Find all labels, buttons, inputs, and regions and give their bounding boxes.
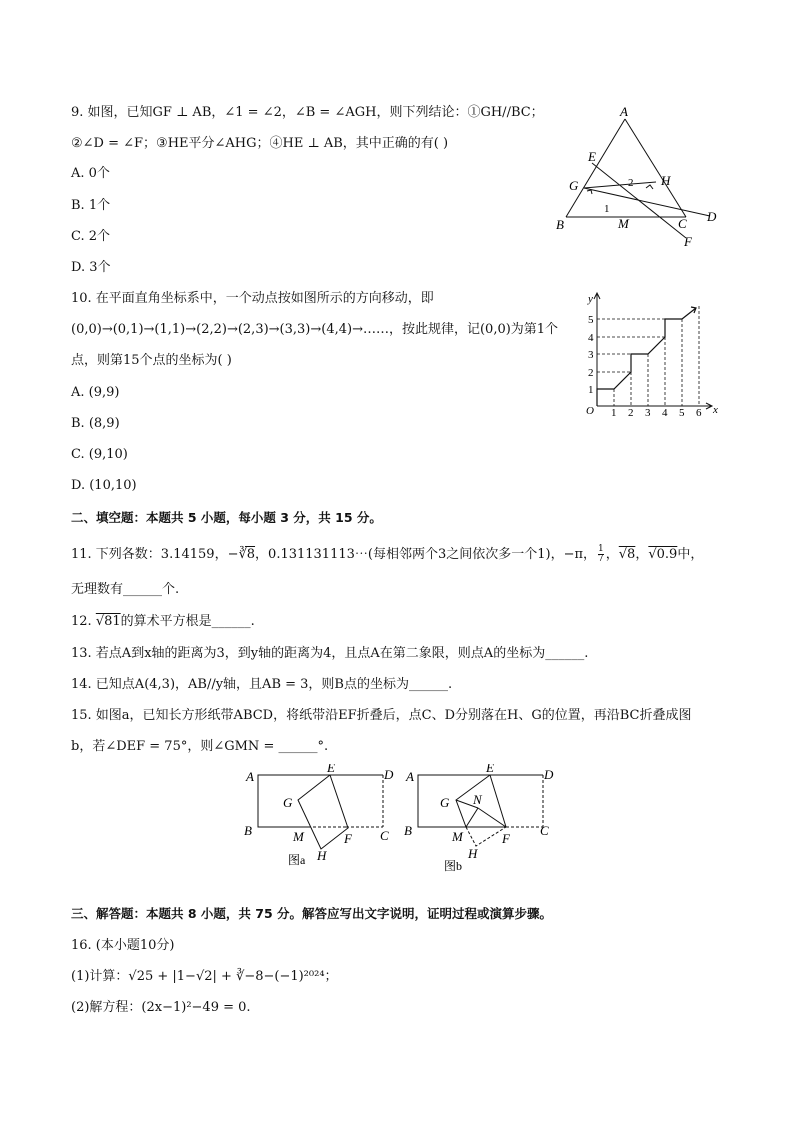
q15b-label-b: B	[404, 823, 412, 838]
q9-label-d: D	[707, 209, 717, 224]
q10-option-c: C. (9,10)	[71, 447, 128, 462]
q10-y-tick-2: 2	[588, 367, 594, 379]
q15b-label-d: D	[544, 767, 554, 782]
q15-line-1: 15. 如图a，已知长方形纸带ABCD，将纸带沿EF折叠后，点C、D分别落在H、G的位置，再沿BC折叠成图	[71, 708, 692, 723]
q15a-label-e: E	[327, 764, 335, 775]
q10-x-tick-6: 6	[696, 407, 702, 416]
q10-line-3: 点，则第15个点的坐标为( )	[71, 353, 232, 368]
q15a-label-d: D	[384, 767, 394, 782]
q11-text-d: ，	[635, 547, 649, 562]
q11-frac-den: 7	[598, 554, 604, 564]
q10-x-tick-1: 1	[611, 407, 617, 416]
q15b-label-m: M	[452, 829, 463, 844]
q11-sqrt09: √0.9	[648, 547, 678, 562]
q9-option-d: D. 3个	[71, 260, 111, 275]
q9-geometry-figure	[550, 102, 730, 252]
q9-option-b: B. 1个	[71, 198, 111, 213]
q9-label-e: E	[588, 149, 596, 164]
q10-x-tick-2: 2	[628, 407, 634, 416]
q10-y-tick-5: 5	[588, 314, 594, 326]
q10-x-tick-3: 3	[645, 407, 651, 416]
q15b-label-c: C	[540, 823, 549, 838]
q10-axis-x-label: x	[713, 404, 718, 416]
q10-line-2: (0,0)→(0,1)→(1,1)→(2,2)→(2,3)→(3,3)→(4,4)→……，按此规律，记(0,0)为第1个	[71, 322, 559, 337]
q15b-label-e: E	[486, 764, 494, 775]
q10-coordinate-figure	[582, 286, 727, 416]
q16-part-1: (1)计算：√25 + |1−√2| + ∛−8−(−1)²⁰²⁴；	[71, 969, 338, 984]
q10-origin-label: O	[586, 405, 594, 416]
q13-line: 13. 若点A到x轴的距离为3，到y轴的距离为4，且点A在第二象限，则点A的坐标为______.	[71, 646, 589, 661]
q9-label-f: F	[684, 234, 692, 249]
q15a-label-g: G	[283, 795, 293, 810]
q10-y-tick-1: 1	[588, 384, 594, 396]
q9-option-a: A. 0个	[71, 166, 110, 181]
q9-line-1: 9. 如图，已知GF ⊥ AB，∠1 = ∠2，∠B = ∠AGH，则下列结论：①GH//BC；	[71, 105, 544, 120]
q10-option-b: B. (8,9)	[71, 416, 120, 431]
q15-figure-b	[398, 764, 568, 876]
q16-heading: 16. (本小题10分)	[71, 938, 175, 953]
q11-line-1	[71, 545, 703, 564]
q11-neg: −	[227, 547, 239, 562]
q9-label-h: H	[661, 173, 671, 188]
q10-option-a: A. (9,9)	[71, 385, 120, 400]
section-2-heading: 二、填空题：本题共 5 小题，每小题 3 分，共 15 分。	[71, 510, 382, 525]
q14-line: 14. 已知点A(4,3)，AB//y轴，且AB = 3，则B点的坐标为______.	[71, 677, 453, 692]
q9-angle-1: 1	[604, 203, 610, 215]
q11-text-e: 中，	[677, 547, 704, 562]
q10-x-tick-5: 5	[679, 407, 685, 416]
q12-sqrt81: √81	[95, 614, 121, 629]
q11-sqrt8: √8	[618, 547, 636, 562]
q9-label-a: A	[620, 104, 628, 119]
q15-figure-a	[238, 764, 408, 874]
q10-x-tick-4: 4	[662, 407, 668, 416]
q11-text-b: ，0.131131113⋯(每相邻两个3之间依次多一个1)，−π，	[255, 547, 597, 562]
q11-line-2: 无理数有______个.	[71, 582, 180, 597]
q15a-label-f: F	[344, 831, 352, 846]
q15b-caption: 图b	[444, 859, 463, 873]
q15a-label-m: M	[293, 829, 304, 844]
q15a-caption: 图a	[288, 853, 306, 867]
q10-axis-y-label: y	[588, 293, 593, 305]
q12-text-b: 的算术平方根是______.	[120, 614, 255, 629]
q9-angle-2: 2	[628, 177, 634, 189]
q15b-label-h: H	[468, 846, 478, 861]
q11-frac-num: 1	[598, 544, 604, 554]
q15b-label-g: G	[440, 795, 450, 810]
q11-text-a: 11. 下列各数：3.14159，	[71, 547, 228, 562]
q16-part-2: (2)解方程：(2x−1)²−49 = 0.	[71, 1000, 251, 1015]
q9-option-c: C. 2个	[71, 229, 111, 244]
q15a-label-b: B	[244, 823, 252, 838]
q15a-label-a: A	[246, 769, 254, 784]
q11-cbrt8: ∛8	[238, 547, 256, 562]
q9-label-g: G	[569, 178, 579, 193]
section-3-heading: 三、解答题：本题共 8 小题，共 75 分。解答应写出文字说明，证明过程或演算步骤。	[71, 906, 553, 921]
q15b-label-f: F	[502, 831, 510, 846]
q10-line-1: 10. 在平面直角坐标系中，一个动点按如图所示的方向移动，即	[71, 291, 434, 306]
q15b-label-a: A	[406, 769, 414, 784]
q9-label-b: B	[556, 217, 564, 232]
q12-line	[71, 613, 255, 631]
q9-label-m: M	[618, 216, 629, 231]
q10-y-tick-3: 3	[588, 349, 594, 361]
q15-line-2: b，若∠DEF = 75°，则∠GMN = ______°.	[71, 739, 329, 754]
q12-text-a: 12.	[71, 614, 96, 629]
q9-label-c: C	[678, 216, 687, 231]
q15b-label-n: N	[473, 792, 482, 807]
q10-y-tick-4: 4	[588, 332, 594, 344]
q9-line-2: ②∠D = ∠F；③HE平分∠AHG；④HE ⊥ AB，其中正确的有( )	[71, 136, 449, 151]
q10-option-d: D. (10,10)	[71, 478, 137, 493]
q15a-label-h: H	[317, 848, 327, 863]
q15a-label-c: C	[380, 828, 389, 843]
q11-text-c: ，	[605, 547, 619, 562]
